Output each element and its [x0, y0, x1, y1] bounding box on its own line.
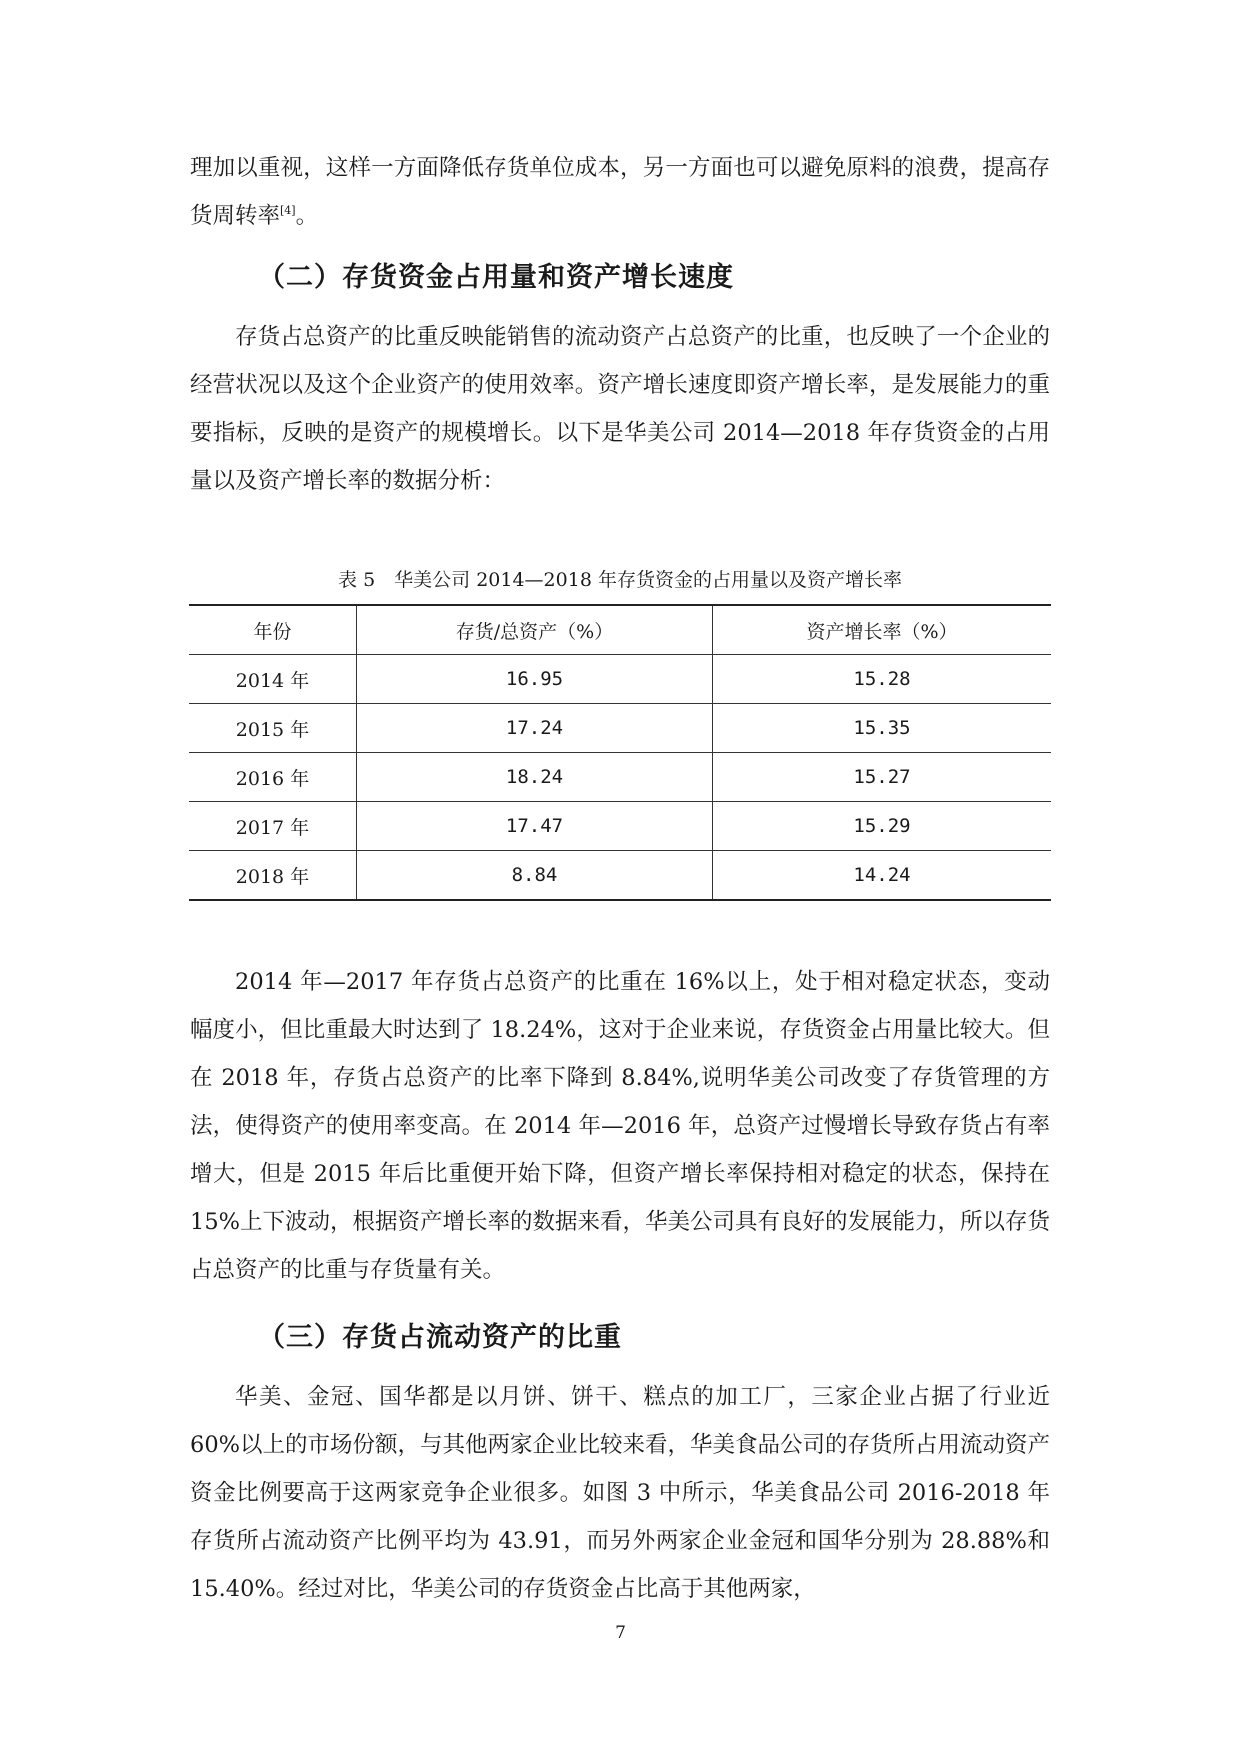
header-inventory-ratio: 存货/总资产（%）	[357, 605, 713, 655]
header-year: 年份	[189, 605, 357, 655]
cell-inventory-ratio: 8.84	[357, 851, 713, 901]
paragraph-end: 。	[295, 203, 319, 229]
cell-asset-growth: 15.27	[713, 753, 1052, 802]
cell-asset-growth: 15.35	[713, 704, 1052, 753]
table-caption: 表 5 华美公司 2014—2018 年存货资金的占用量以及资产增长率	[338, 569, 902, 591]
paragraph-text: 理加以重视，这样一方面降低存货单位成本，另一方面也可以避免原料的浪费，提高存货周转率	[190, 155, 1050, 229]
cell-inventory-ratio: 17.47	[357, 802, 713, 851]
table-row	[189, 753, 1051, 802]
citation-ref: [4]	[280, 204, 296, 217]
cell-asset-growth: 15.28	[713, 655, 1052, 704]
table-row	[189, 655, 1051, 704]
cell-inventory-ratio: 18.24	[357, 753, 713, 802]
section-heading-3: （三）存货占流动资产的比重	[258, 1322, 622, 1353]
page-number: 7	[615, 1623, 626, 1643]
cell-inventory-ratio: 17.24	[357, 704, 713, 753]
paragraph-continued	[190, 144, 1050, 240]
header-asset-growth: 资产增长率（%）	[713, 605, 1052, 655]
paragraph-comparison: 华美、金冠、国华都是以月饼、饼干、糕点的加工厂，三家企业占据了行业近 60%以上的市场份额，与其他两家企业比较来看，华美食品公司的存货所占用流动资产资金比例要高于这两家竞争企业很多。如图 3 中所示，华美食品公司 2016-2018 年存货所占流动资产比例平均为 43.91，而另外两家企业金冠和国华分别为 28.88%和 15.40%。经过对比，华美公司的存货资金占比高于其他两家，	[190, 1384, 1051, 1602]
paragraph-intro: 存货占总资产的比重反映能销售的流动资产占总资产的比重，也反映了一个企业的经营状况以及这个企业资产的使用效率。资产增长速度即资产增长率，是发展能力的重要指标，反映的是资产的规模增长。以下是华美公司 2014—2018 年存货资金的占用量以及资产增长率的数据分析：	[190, 324, 1050, 494]
cell-year: 2014 年	[189, 655, 357, 704]
cell-inventory-ratio: 16.95	[357, 655, 713, 704]
table-row	[189, 802, 1051, 851]
table-row	[189, 851, 1051, 901]
cell-year: 2018 年	[189, 851, 357, 901]
cell-year: 2015 年	[189, 704, 357, 753]
data-table	[189, 604, 1051, 901]
paragraph-analysis: 2014 年—2017 年存货占总资产的比重在 16%以上，处于相对稳定状态，变动幅度小，但比重最大时达到了 18.24%，这对于企业来说，存货资金占用量比较大。但在 2018 年，存货占总资产的比率下降到 8.84%,说明华美公司改变了存货管理的方法，使得资产的使用率变高。在 2014 年—2016 年，总资产过慢增长导致存货占有率增大，但是 2015 年后比重便开始下降，但资产增长率保持相对稳定的状态，保持在 15%上下波动，根据资产增长率的数据来看，华美公司具有良好的发展能力，所以存货占总资产的比重与存货量有关。	[190, 969, 1051, 1283]
cell-asset-growth: 15.29	[713, 802, 1052, 851]
table-header-row	[189, 605, 1051, 655]
table-row	[189, 704, 1051, 753]
cell-asset-growth: 14.24	[713, 851, 1052, 901]
cell-year: 2016 年	[189, 753, 357, 802]
section-heading-2: （二）存货资金占用量和资产增长速度	[258, 262, 734, 293]
cell-year: 2017 年	[189, 802, 357, 851]
